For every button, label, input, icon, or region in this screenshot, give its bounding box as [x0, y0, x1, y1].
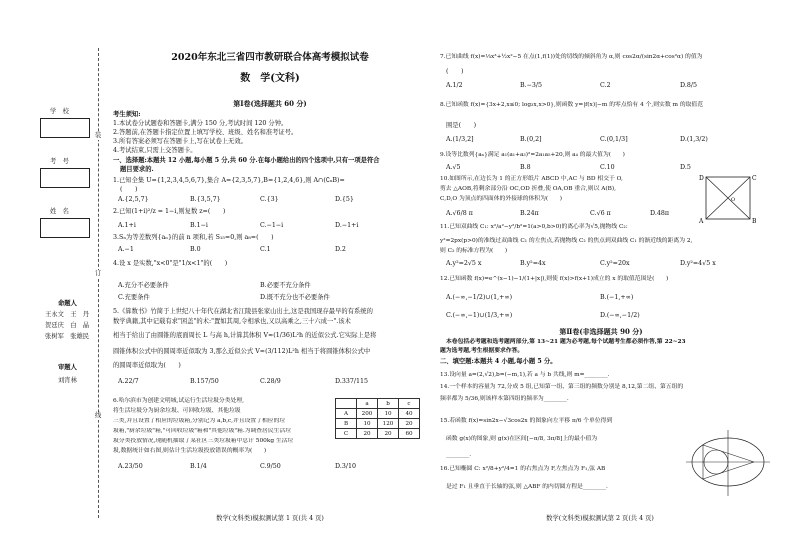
q6-line: 6.哈尔滨市为创建文明城,试运行生活垃圾分类处理,: [113, 398, 244, 404]
notice-line: 1.本试卷分试题卷和答题卡,满分 150 分,考试时间 120 分钟。: [113, 120, 288, 127]
q7-option[interactable]: B.−3/5: [520, 82, 543, 89]
notice-line: 3.所有答案必须写在答题卡上,写在试卷上无效。: [113, 138, 247, 145]
table-cell: B: [336, 419, 357, 429]
q11-line: 11.已知双曲线 C₁: x²/a²−y²/b²=1(a>0,b>0)的离心率为√5,抛物线 C₂:: [440, 224, 628, 230]
q10-square-diagram: [698, 172, 758, 224]
part2-intro: 本卷包括必考题和选考题两部分,第 13~21 题为必考题,每个试题考生都必须作答,第 22~23: [446, 339, 686, 345]
table-cell: A: [336, 409, 357, 419]
section-title-cont: 题目要求的.: [120, 166, 154, 173]
table-cell: 20: [378, 429, 399, 439]
q9-stem: 9.设等比数列{aₙ}满足 a₁(a₁+a₃)²=2a₁a₅+20,则 a₄ 的最大值为( ): [440, 152, 625, 158]
q5-option[interactable]: B.157/50: [190, 378, 219, 385]
q11-option[interactable]: D.y²=4√5 x: [680, 260, 716, 267]
q1-option[interactable]: B.{3,5,7}: [190, 196, 221, 203]
q8-stem-cont: 围是( ): [446, 122, 477, 129]
q6-line: 圾分类投放情况,现随机抽取了某社区三类垃圾箱中总计 500kg 生活垃: [113, 438, 294, 444]
bind-char-zhuang: 装: [95, 132, 102, 139]
q10-option[interactable]: C.√6 π: [590, 210, 611, 217]
q1-option[interactable]: D.{5}: [335, 196, 354, 203]
q12-option[interactable]: D.(−∞,−1/2): [600, 312, 640, 319]
exam-no-field[interactable]: [40, 168, 90, 188]
q5-option[interactable]: D.337/115: [335, 378, 368, 385]
q6-data-table: [335, 398, 420, 439]
vertex-label: O: [731, 197, 736, 203]
q6-option[interactable]: C.9/50: [260, 463, 281, 470]
table-cell: 40: [399, 409, 420, 419]
reviewer-name: 刘宵林: [58, 377, 77, 384]
table-cell: 20: [357, 429, 378, 439]
q6-line: 将生活垃圾分为厨余垃圾、可回收垃圾、其他垃圾: [113, 408, 241, 414]
q11-option[interactable]: A.y²=2√5 x: [446, 260, 482, 267]
q9-option[interactable]: B.8: [520, 164, 531, 171]
q1-option[interactable]: C.{3}: [260, 196, 279, 203]
part1-title: 第Ⅰ卷(选择题共 60 分): [233, 99, 307, 108]
q8-stem: 8.已知函数 f(x)={3x+2,x≤0; log₃x,x>0},则函数 y=|f(x)|−m 的零点恰有 4 个,则实数 m 的取值范: [440, 102, 704, 108]
q6-option[interactable]: A.23/50: [118, 463, 143, 470]
q9-option[interactable]: C.10: [600, 164, 615, 171]
q15-line: 函数 g(x)的图象,则 g(x)在区间[−π/8, 3π/8]上的最小值为: [446, 436, 598, 442]
q8-option[interactable]: C.(0,1/3]: [600, 136, 628, 143]
q6-option[interactable]: B.1/4: [190, 463, 207, 470]
q5-line: 圆锥体积公式中的圆周率近似取为 3,那么近似公式 V≈(3/112)L²h 相当于将圆锥体积公式中: [113, 348, 371, 355]
q4-option[interactable]: B.必要不充分条件: [260, 282, 311, 289]
q5-option[interactable]: A.22/7: [118, 378, 139, 385]
q4-stem: 4.设 x 是实数,"x<0"是"1/x<1"的( ): [113, 260, 228, 267]
footer-right: 数学(文科类)模拟测试第 2 页(共 4 页): [546, 515, 654, 522]
q3-option[interactable]: B.0: [190, 246, 201, 253]
q4-option[interactable]: A.充分不必要条件: [118, 282, 169, 289]
q9-option[interactable]: A.√5: [446, 164, 461, 171]
q16-line: 是过 F₁ 且垂直于长轴的弦,则 △ABF 的内切圆方程是________.: [446, 484, 608, 490]
q4-option[interactable]: D.既不充分也不必要条件: [260, 294, 330, 301]
q4-option[interactable]: C.充要条件: [118, 294, 150, 301]
q15-line: 15.若函数 f(x)=sin2x−√3cos2x 的图象向左平移 π/6 个单位得到: [440, 418, 613, 424]
school-field[interactable]: [40, 118, 90, 138]
q14-line: 14.一个样本的容量为 72,分成 5 组,已知第一组、第三组的频数分别是 8,12,第二组、第五组的: [440, 384, 684, 390]
q7-option[interactable]: C.2: [600, 82, 611, 89]
q8-option[interactable]: A.(1/3,2]: [446, 136, 474, 143]
footer-left: 数学(文科类)模拟测试第 1 页(共 4 页): [216, 515, 324, 522]
q11-option[interactable]: B.y²=4x: [520, 260, 546, 267]
part2-title: 第Ⅱ卷(非选择题共 90 分): [559, 327, 643, 336]
notice-line: 4.考试结束,只需上交答题卡。: [113, 147, 197, 154]
table-cell: 200: [357, 409, 378, 419]
q10-line: 剪去 △AOB,将剩余部分沿 OC,OD 折叠,使 OA,OB 重合,则以 A(B),: [440, 186, 617, 192]
section-2-title: 二、填空题:本题共 4 小题,每小题 5 分。: [440, 358, 557, 365]
q6-line: 圾箱,"厨余垃圾"箱,"可回收垃圾"箱和"其他垃圾"箱.为调查居民生活垃: [113, 428, 292, 434]
part2-intro-cont: 题为选考题,考生根据要求作答。: [440, 348, 524, 354]
proposers-label: 命题人: [58, 300, 77, 307]
q16-line: 16.已知椭圆 C: x²/8+y²/4=1 的右焦点为 F,左焦点为 F₁,弦 AB: [440, 466, 606, 472]
vertex-label: B: [752, 218, 757, 224]
table-header-cell: b: [378, 399, 399, 409]
table-cell: 60: [399, 429, 420, 439]
q10-option[interactable]: B.24π: [520, 210, 539, 217]
bind-char-ding: 订: [95, 270, 102, 277]
q13-stem: 13.设向量 a=(2,√2),b=(−m,1),若 a 与 b 共线,则 m=________.: [440, 372, 610, 378]
triangle-side: [703, 445, 754, 462]
paper-title: 2020年东北三省四市教研联合体高考模拟试卷: [171, 52, 369, 63]
q5-option[interactable]: C.28/9: [260, 378, 281, 385]
exam-no-label: 考 号: [50, 158, 69, 165]
triangle-side: [703, 462, 754, 479]
q12-option[interactable]: B.(−1,+∞): [600, 294, 634, 301]
q5-line: 相当于给出了由圆锥的底面周长 L 与高 h,计算其体积 V≈(1/36)L²h 的近似公式.它实际上是将: [113, 332, 377, 339]
table-cell: 20: [399, 419, 420, 429]
reviewer-label: 审题人: [58, 364, 77, 371]
q16-ellipse-diagram: [684, 428, 772, 498]
name-field[interactable]: [40, 218, 90, 238]
table-cell: C: [336, 429, 357, 439]
q3-option[interactable]: A.−1: [118, 246, 134, 253]
vertex-label: A: [699, 218, 704, 224]
table-cell: 10: [378, 409, 399, 419]
q1-bracket: ( ): [120, 186, 138, 193]
school-label: 学 校: [50, 108, 69, 115]
q2-option[interactable]: D.−1+i: [335, 222, 359, 229]
q7-option[interactable]: D.8/5: [680, 82, 697, 89]
q7-bracket: ( ): [446, 68, 464, 75]
q6-option[interactable]: D.3/10: [335, 463, 356, 470]
notice-line: 2.答题前,在答题卡指定位置上填写学校、班级、姓名和准考证号。: [113, 129, 298, 136]
paper-subject: 数 学(文科): [240, 73, 300, 84]
q5-line: 5.《算数书》竹简于上世纪八十年代在湖北省江陵县张家山出土,这是我国现存最早的有系统的: [113, 308, 373, 315]
q1-stem: 1.已知全集 U={1,2,3,4,5,6,7},集合 A={2,3,5,7},B={1,2,4,6},则 A∩(∁ᵤB)=: [113, 177, 345, 184]
q5-line: 数学典籍,其中记载有求"困盖"的术:"置如其周,令相承也,又以高乘之,三十六成一".该术: [113, 318, 351, 325]
table-cell: 10: [357, 419, 378, 429]
proposer-line: 贺廷庆 白 晶: [45, 322, 90, 329]
q7-stem: 7.已知曲线 f(x)=⅓x³+½x²−5 在点(1,f(1))处的切线的倾斜角为 α,则 cos2α/(sin2α+cos²α) 的值为: [440, 54, 703, 60]
q2-option[interactable]: C.−1−i: [260, 222, 284, 229]
q1-option[interactable]: A.{2,5,7}: [118, 196, 149, 203]
table-header-cell: a: [357, 399, 378, 409]
q7-option[interactable]: A.1/2: [446, 82, 463, 89]
q2-stem: 2.已知(1+i)²/z = 1−i,则复数 z=( ): [113, 208, 226, 215]
q9-option[interactable]: D.5: [680, 164, 691, 171]
proposer-line: 王永文 王 丹: [45, 311, 90, 318]
q12-option[interactable]: C.(−∞,−1)∪(1/3,+∞): [446, 312, 513, 319]
vertex-label: D: [699, 175, 704, 182]
q12-option[interactable]: A.(−∞,−1/2)∪(1,+∞): [446, 294, 513, 301]
q15-line: ________.: [446, 452, 472, 458]
q11-line: 则 C₂ 的标准方程为( ): [440, 248, 508, 254]
q10-option[interactable]: D.48π: [650, 210, 669, 217]
section-title: 一、选择题:本题共 12 小题,每小题 5 分,共 60 分.在每小题给出的四个选项中,只有一项是符合: [113, 157, 380, 164]
q14-line: 频率都为 5/36,则该样本第四组的频率为________.: [440, 396, 569, 402]
q10-option[interactable]: A.√6/8 π: [446, 210, 473, 217]
binding-line: [98, 48, 99, 518]
q2-option[interactable]: A.1+i: [118, 222, 136, 229]
q6-line: 三类,并且设置了相应的垃圾箱,分别记为 a,b,c,并且设置了相应的垃: [113, 418, 286, 424]
q11-option[interactable]: C.y²=20x: [600, 260, 630, 267]
q2-option[interactable]: B.1−i: [190, 222, 208, 229]
vertex-label: C: [752, 175, 757, 182]
q8-option[interactable]: B.(0,2]: [520, 136, 542, 143]
q8-option[interactable]: D.(1,3/2): [680, 136, 708, 143]
q11-line: y²=2px(p>0)的准线过双曲线 C₁ 的左焦点,若抛物线 C₂ 的焦点到双曲线 C₁ 的渐近线的距离为 2,: [440, 238, 693, 244]
name-label: 姓 名: [50, 208, 69, 215]
notice-title: 考生须知:: [113, 111, 141, 118]
q5-line: 的圆周率近似取为( ): [113, 362, 181, 369]
q6-line: 圾,数据统计如右图,则估计生活垃圾投放错误的概率为( ): [113, 448, 267, 454]
q12-stem: 12.已知函数 f(x)=e^(x−1)−1/(1+|x|),则使 f(x)>f(x+1)成立的 x 的取值范围是( ): [440, 276, 669, 282]
bind-char-xian: 线: [95, 412, 102, 419]
table-cell: 120: [378, 419, 399, 429]
table-header-cell: c: [399, 399, 420, 409]
q10-line: C,D,O 为顶点的四面体的外接球的体积为( ): [440, 196, 563, 202]
q10-line: 10.如图所示,在边长为 1 的正方形纸片 ABCD 中,AC 与 BD 相交于 O,: [440, 176, 623, 182]
q3-option[interactable]: D.2: [335, 246, 346, 253]
table-header-cell: [336, 399, 357, 409]
q3-option[interactable]: C.1: [260, 246, 271, 253]
proposer-line: 张树军 张雄民: [45, 333, 90, 340]
q3-stem: 3.Sₙ为等差数列{aₙ}的前 n 项和,若 S₁₅=0,则 a₈=( ): [113, 234, 274, 241]
